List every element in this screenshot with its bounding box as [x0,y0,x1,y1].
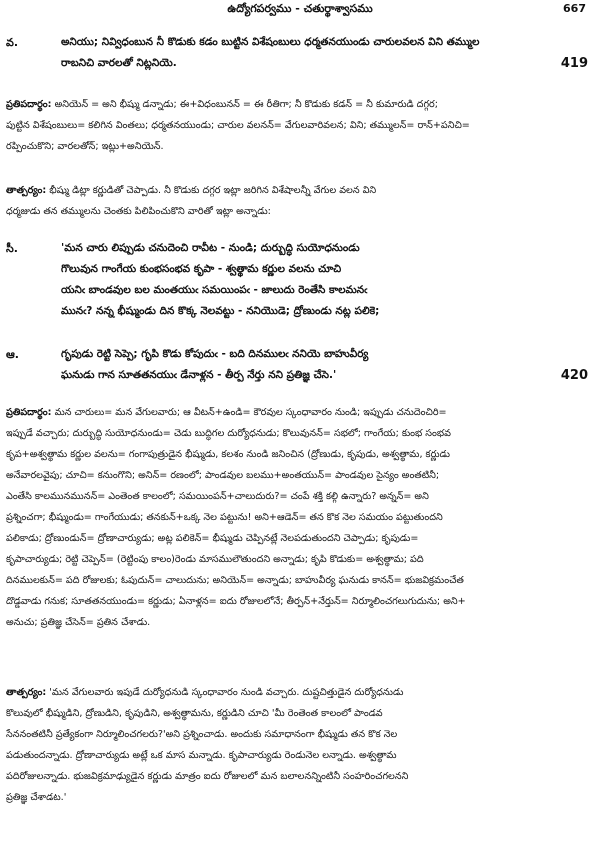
paragraph-line: పదిరోజులన్నాడు. భుజవిక్రమాఢ్యుడైన కర్ణుడు మాత్రం ఐదు రోజులలో మన బలాలనన్నింటినీ సంహరించగలనని [6,771,409,782]
section-label: తాత్పర్యం: [6,185,47,196]
paragraph-text: 'మన వేగులవారు ఇపుడే దుర్యోధనుడి స్కంధావారం నుండి వచ్చారు. దుష్టచిత్తుడైన దుర్యోధనుడు [46,687,404,698]
paragraph-text: భీష్ము డిట్లా కర్ణుడితో చెప్పాడు. నీ కొడుకు దగ్గర ఇట్లా జరిగిన విశేషాలన్నీ వేగుల వలన విని [46,185,377,196]
verse-line-text: రాబనిచి వారలతో నిట్లనియె. [61,57,177,69]
verse-line: గొలువున గాంగేయ కుంభసంభవ కృపా - శ్వత్థామ కర్ణుల వలను చూచి [61,263,342,275]
paragraph-line: కొలువులో భీష్ముడిని, ద్రోణుడిని, కృపుడిని, అశ్వత్థామను, కర్ణుడిని చూచి 'మీ రెంతెంత కాలంలో పాండవ [6,708,383,719]
pratipadartham-2 [6,402,590,633]
pratipadartham-1 [6,94,590,157]
verse-number: 419 [560,56,588,71]
verse-line: గృపుడు రెట్టి సెప్పె; గృపి కొడు కోపుదుఁ - బది దినములఁ ననియె బాహువీర్య [61,348,369,360]
paragraph-line: పుట్టిన విశేషంబులు= కలిగిన వింతలు; ధర్మతనయుండు; చారుల వలనన్= వేగులవారివలన; విని; తమ్ములన్= రాన్+పనిచి= [6,120,470,131]
verse-419 [6,32,590,74]
page-header [0,0,600,20]
paragraph-line [6,94,590,115]
paragraph-line: ప్రతిజ్ఞ చేశాడట.' [6,792,67,803]
paragraph-line: దొడ్డవాడు గనుక; సూతతనయుండు= కర్ణుడు; ఏనాళ్లన= ఐదు రోజులలోనే; తీర్పన్+నేర్తున్= నిర్మూలించగలుగుదును; అని+ [6,596,466,607]
paragraph-line: పలికాడు; ద్రోణుండున్= ద్రోణాచార్యుడు; అట్ల పలికెన్= భీష్ముడు చెప్పినట్లే నెలపడుతుందని చెప్పాడు; కృపుడు= [6,533,419,544]
paragraph-text: అనియెన్ = అని భీష్ము డన్నాడు; ఈ+విధంబునన్ = ఈ రీతిగా; నీ కొడుకు కడన్ = నీ కుమారుడి దగ్గర; [51,99,438,110]
header-title: ఉద్యోగపర్వము - చతుర్థాశ్వాసము [227,2,373,15]
verse-seesam [6,238,590,322]
paragraph-line: ధర్మజుడు తన తమ్ములను చెంతకు పిలిపించుకొని వారితో ఇట్లా అన్నాడు: [6,206,271,217]
tatparyam-2 [6,682,590,808]
verse-line-text: ఘనుడు గాన సూతతనయుఁ డేనాళ్లన - తీర్ప నేర్తు నని ప్రతిజ్ఞ చేసె.' [61,369,337,381]
verse-label: ఆ. [6,348,19,361]
verse-line [6,53,590,74]
verse-line: యనిఁ బాండవుల బల మంతయుఁ సమయింపఁ - జాలుదు రెంతేసి కాలమనఁ [61,284,368,296]
verse-label: సీ. [6,242,18,255]
verse-line: మునఁ? నన్న భీష్ముండు దిన కొక్క నెలవట్టు - ననియొడె; ద్రోణుండు నట్ల పలికె; [61,305,380,317]
verse-line: అనియు; నివ్విధంబున నీ కొడుకు కడం బుట్టిన విశేషంబులు ధర్మతనయుండు చారులవలన విని తమ్ముల [61,36,480,48]
tatparyam-1 [6,180,590,222]
paragraph-line: అనేవారలవైపు; చూచి= కనుంగొని; అనిన్= రణంలో; పాండవుల బలము+అంతయున్= పాండవుల సైన్యం అంతటినీ; [6,470,440,481]
verse-aataveladi [6,344,590,386]
paragraph-text: మన చారులు= మన వేగులవారు; ఆ వీటన్+ఉండి= కౌరవుల స్కంధావారం నుండి; ఇప్పుడు చనుదెంచిరి= [51,407,447,418]
paragraph-line [6,402,590,423]
paragraph-line: దినములకున్= పది రోజులకు; ఓపుదున్= చాలుదును; అనియెన్= అన్నాడు; బాహువీర్య ఘనుడు కానన్= భుజవిక్రమంచేత [6,575,464,586]
page-number: 667 [563,2,586,15]
paragraph-line [6,180,590,201]
paragraph-line: కృపాచార్యుడు; రెట్టి చెప్పెన్= (రెట్టింపు కాలం)రెండు మాసములౌతుందని అన్నాడు; కృపి కొడుకు= అశ్వత్థామ; పది [6,554,424,565]
verse-number: 420 [560,368,588,383]
section-label: ప్రతిపదార్థం: [6,407,52,418]
section-label: తాత్పర్యం: [6,687,47,698]
paragraph-line [6,682,590,703]
paragraph-line: సేననంతటినీ ప్రత్యేకంగా నిర్మూలించగలరు?'అని ప్రశ్నించాడు. అందుకు సమాధానంగా భీష్ముడు తన కొక నెల [6,729,398,740]
paragraph-line: పడుతుందన్నాడు. ద్రోణాచార్యుడు అట్లే ఒక మాస మన్నాడు. కృపాచార్యుడు రెండునెల లన్నాడు. అశ్వత్థామ [6,750,397,761]
paragraph-line: అనుచు; ప్రతిజ్ఞ చేసెన్= ప్రతిన చేశాడు. [6,617,151,628]
verse-label: వ. [6,36,18,49]
section-label: ప్రతిపదార్థం: [6,99,52,110]
verse-line [6,365,590,386]
verse-line: 'మన చారు లిప్పుడు చనుదెంచి రావీట - నుండి; దుర్బుద్ధి సుయోధనుండు [61,242,360,254]
paragraph-line: ఇప్పుడే వచ్చారు; దుర్బుద్ధి సుయోధనుండు= చెడు బుద్ధిగల దుర్యోధనుడు; కొలువునన్= సభలో; గాంగేయ; కుంభ సంభవ [6,428,451,439]
paragraph-line: రప్పించుకొని; వారలతోన్; ఇట్లు+అనియెన్. [6,141,164,152]
paragraph-line: ప్రశ్నించగా; భీష్ముండు= గాంగేయుడు; తనకున్+ఒక్క నెల పట్టును! అని+ఆడెన్= తన కొక నెల సమయం పట్టుతుందని [6,512,443,523]
paragraph-line: ఎంతేసి కాలమునమునన్= ఎంతెంత కాలంలో; సమయింపన్+చాలుదురు?= చంపే శక్తి కల్గి ఉన్నారు? అన్నన్= అని [6,491,429,502]
paragraph-line: కృప+అశ్వత్థామ కర్ణుల వలను= గంగాపుత్రుడైన భీష్ముడు, కలశం నుండి జనించిన (ద్రోణుడు, కృపుడు, అశ్వత్థామ, కర్ణుడు [6,449,450,460]
